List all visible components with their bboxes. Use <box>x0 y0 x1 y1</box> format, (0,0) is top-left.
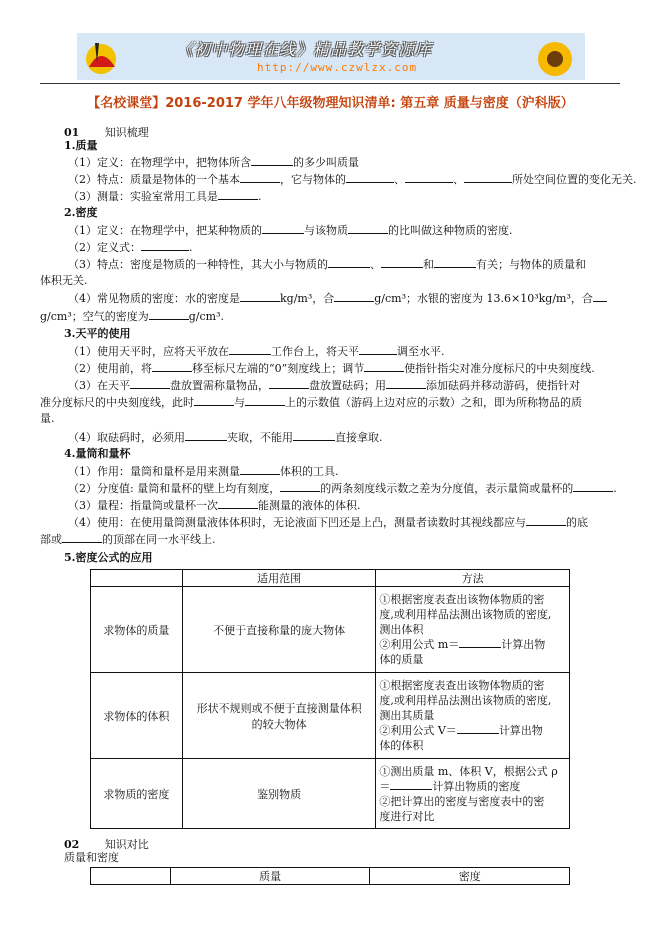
page-title: 【名校课堂】2016-2017 学年八年级物理知识清单: 第五章 质量与密度（沪科版） <box>87 96 574 111</box>
density-application-table <box>90 569 570 829</box>
cylinder-purpose: （1）作用：量筒和量杯是用来测量 体积的工具. <box>68 465 339 478</box>
mass-feature: （2）特点：质量是物体的一个基本 ，它与物体的 、 、 所处空间位置的变化无关. <box>68 173 637 186</box>
balance-step-4: （4）取砝码时，必须用 夹取，不能用 直接拿取. <box>68 431 383 444</box>
density-feature-cont: 体积无关. <box>40 274 88 287</box>
balance-step-3-end: 量. <box>40 412 55 425</box>
balance-step-2: （2）使用前，将 移至标尺左端的“0”刻度线上；调节 使指针指尖对准分度标尺的中央刻度线. <box>68 362 595 375</box>
cylinder-division: （2）分度值: 量筒和量杯的壁上均有刻度， 的两条刻度线示数之差为分度值，表示量筒或量杯的 . <box>68 482 617 495</box>
cylinder-usage-cont: 部或 的顶部在同一水平线上. <box>40 533 216 546</box>
section-number: 02 <box>64 838 80 851</box>
row-item: 求物质的密度 <box>91 759 183 829</box>
table-header: 适用范围 <box>182 570 376 587</box>
row-scope: 形状不规则或不便于直接测量体积 的较大物体 <box>182 673 376 759</box>
heading-formula-use: 5.密度公式的应用 <box>64 551 153 564</box>
section-heading-02 <box>64 836 149 852</box>
compare-title: 质量和密度 <box>64 851 119 864</box>
mass-definition: （1）定义：在物理学中，把物体所含 的多少叫质量 <box>68 156 359 169</box>
balance-step-1: （1）使用天平时，应将天平放在 工作台上，将天平 调至水平. <box>68 345 445 358</box>
row-method: ①根据密度表查出该物体物质的密 度,或利用样品法测出该物质的密度, 测出体积 ②利用公式 m＝ 计算出物 体的质量 <box>376 587 570 673</box>
table-header: 密度 <box>370 868 570 885</box>
common-densities-cont: g/cm³；空气的密度为 g/cm³. <box>40 310 224 323</box>
table-row <box>91 673 570 759</box>
section-label: 知识梳理 <box>104 126 149 139</box>
density-definition: （1）定义：在物理学中，把某种物质的 与该物质 的比叫做这种物质的密度. <box>68 224 513 237</box>
heading-mass: 1.质量 <box>64 139 98 152</box>
row-scope: 鉴别物质 <box>182 759 376 829</box>
density-formula: （2）定义式： . <box>68 241 193 254</box>
density-feature: （3）特点：密度是物质的一种特性，其大小与物质的 、 和 有关；与物体的质量和 <box>68 258 586 271</box>
table-header <box>91 570 183 587</box>
header-banner <box>77 33 585 80</box>
table-row <box>91 587 570 673</box>
banner-url[interactable]: http://www.czwlzx.com <box>257 61 418 74</box>
heading-density: 2.密度 <box>64 206 98 219</box>
table-header: 质量 <box>170 868 370 885</box>
mass-measure: （3）测量：实验室常用工具是 . <box>68 190 262 203</box>
balance-step-3-cont: 准分度标尺的中央刻度线，此时 与 上的示数值（游码上边对应的示数）之和，即为所称物品的质 <box>40 396 582 409</box>
section-label: 知识对比 <box>104 838 149 851</box>
common-densities: （4）常见物质的密度：水的密度是 kg/m³，合 g/cm³；水银的密度为 13.6×10³kg/m³，合 <box>68 291 607 306</box>
row-item: 求物体的体积 <box>91 673 183 759</box>
row-method: ①测出质量 m、体积 V，根据公式 ρ ＝ 计算出物质的密度 ②把计算出的密度与密度表中的密 度进行对比 <box>376 759 570 829</box>
table-header-row <box>91 868 570 885</box>
section-heading-01 <box>64 124 149 140</box>
header-divider <box>40 83 620 84</box>
heading-cylinder: 4.量筒和量杯 <box>64 447 131 460</box>
banner-title: 《初中物理在线》精品教学资源库 <box>177 40 433 59</box>
table-header: 方法 <box>376 570 570 587</box>
table-header-row <box>91 570 570 587</box>
table-header <box>91 868 171 885</box>
cylinder-usage: （4）使用：在使用量筒测量液体体积时，无论液面下凹还是上凸，测量者读数时其视线都应与 的底 <box>68 516 588 529</box>
row-method: ①根据密度表查出该物体物质的密 度,或利用样品法测出该物质的密度, 测出其质量 ②利用公式 V＝ 计算出物 体的体积 <box>376 673 570 759</box>
table-row <box>91 759 570 829</box>
comparison-table <box>90 867 570 885</box>
cylinder-range: （3）量程：指量筒或量杯一次 能测量的液体的体积. <box>68 499 361 512</box>
row-scope: 不便于直接称量的庞大物体 <box>182 587 376 673</box>
section-number: 01 <box>64 126 80 139</box>
logo-icon <box>81 37 121 77</box>
sunflower-icon <box>533 39 577 80</box>
balance-step-3: （3）在天平 盘放置需称量物品， 盘放置砝码；用 添加砝码并移动游码，使指针对 <box>68 379 580 392</box>
heading-balance: 3.天平的使用 <box>64 327 131 340</box>
row-item: 求物体的质量 <box>91 587 183 673</box>
